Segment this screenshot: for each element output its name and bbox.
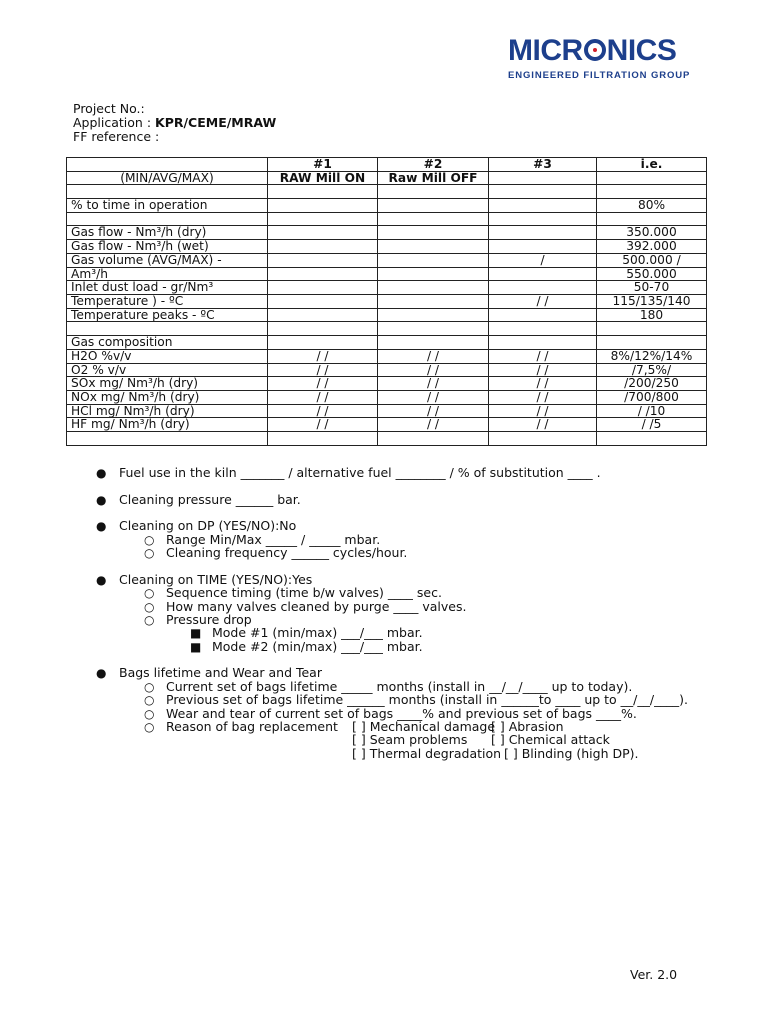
value-cell: / / xyxy=(268,390,378,404)
value-cell: 550.000 xyxy=(597,267,707,281)
table-row xyxy=(67,295,707,309)
row-label-cell: (MIN/AVG/MAX) xyxy=(67,171,268,185)
value-cell: / / xyxy=(489,363,597,377)
table-row xyxy=(67,281,707,295)
value-cell xyxy=(378,226,489,240)
value-cell: / / xyxy=(378,404,489,418)
value-cell xyxy=(268,253,378,267)
table-row xyxy=(67,158,707,172)
option-seam-problems[interactable]: [ ] Seam problems xyxy=(352,732,468,747)
value-cell xyxy=(268,240,378,254)
value-cell xyxy=(268,432,378,446)
value-cell xyxy=(597,322,707,336)
value-cell: / / xyxy=(268,418,378,432)
value-cell: / / xyxy=(489,295,597,309)
row-label-cell: Temperature ) - ºC xyxy=(67,295,268,309)
value-cell xyxy=(378,308,489,322)
bags-lifetime-question: Bags lifetime and Wear and Tear xyxy=(119,665,322,680)
table-row xyxy=(67,308,707,322)
value-cell: 50-70 xyxy=(597,281,707,295)
value-cell xyxy=(489,336,597,350)
row-label-cell: Gas flow - Nm³/h (wet) xyxy=(67,240,268,254)
table-row xyxy=(67,390,707,404)
value-cell: / / xyxy=(489,377,597,391)
value-cell xyxy=(268,199,378,213)
value-cell xyxy=(378,322,489,336)
dp-range-question: Range Min/Max _____ / _____ mbar. xyxy=(166,532,381,547)
value-cell: / / xyxy=(489,404,597,418)
row-label-cell xyxy=(67,322,268,336)
value-cell: / / xyxy=(489,390,597,404)
value-cell: 8%/12%/14% xyxy=(597,349,707,363)
table-row xyxy=(67,349,707,363)
table-row xyxy=(67,432,707,446)
value-cell xyxy=(268,322,378,336)
row-label-cell: H2O %v/v xyxy=(67,349,268,363)
application-line: Application : KPR/CEME/MRAW xyxy=(73,115,277,130)
value-cell: / / xyxy=(378,377,489,391)
value-cell xyxy=(489,281,597,295)
value-cell: / / xyxy=(268,349,378,363)
row-label-cell: NOx mg/ Nm³/h (dry) xyxy=(67,390,268,404)
pressure-drop-label: Pressure drop xyxy=(166,612,252,627)
value-cell: 392.000 xyxy=(597,240,707,254)
value-cell xyxy=(268,226,378,240)
value-cell: 180 xyxy=(597,308,707,322)
value-cell xyxy=(378,240,489,254)
row-label-cell: Inlet dust load - gr/Nm³ xyxy=(67,281,268,295)
table-row xyxy=(67,185,707,199)
value-cell xyxy=(268,295,378,309)
value-cell xyxy=(489,308,597,322)
replacement-reason-label: Reason of bag replacement xyxy=(166,719,338,734)
option-thermal-degradation[interactable]: [ ] Thermal degradation xyxy=(352,746,502,761)
cleaning-dp-question: Cleaning on DP (YES/NO):No xyxy=(119,518,297,533)
value-cell: / xyxy=(489,253,597,267)
value-cell: 350.000 xyxy=(597,226,707,240)
option-abrasion[interactable]: [ ] Abrasion xyxy=(491,719,564,734)
value-cell: i.e. xyxy=(597,158,707,172)
mode2-question: Mode #2 (min/max) ___/___ mbar. xyxy=(212,639,423,654)
row-label-cell xyxy=(67,185,268,199)
option-blinding[interactable]: [ ] Blinding (high DP). xyxy=(504,746,639,761)
value-cell: #2 xyxy=(378,158,489,172)
table-row xyxy=(67,253,707,267)
current-bags-question: Current set of bags lifetime _____ months (install in __/__/____ up to today). xyxy=(166,679,633,694)
cleaning-pressure-question: Cleaning pressure ______ bar. xyxy=(119,492,301,507)
logo-o-icon xyxy=(584,39,606,61)
option-mechanical-damage[interactable]: [ ] Mechanical damage xyxy=(352,719,496,734)
value-cell: / / xyxy=(268,404,378,418)
value-cell: / / xyxy=(268,377,378,391)
value-cell: #1 xyxy=(268,158,378,172)
value-cell xyxy=(489,212,597,226)
cleaning-time-question: Cleaning on TIME (YES/NO):Yes xyxy=(119,572,313,587)
value-cell: RAW Mill ON xyxy=(268,171,378,185)
value-cell xyxy=(378,432,489,446)
value-cell: / / xyxy=(378,349,489,363)
value-cell: /700/800 xyxy=(597,390,707,404)
table-row xyxy=(67,322,707,336)
value-cell xyxy=(268,267,378,281)
table-row xyxy=(67,336,707,350)
row-label-cell: Temperature peaks - ºC xyxy=(67,308,268,322)
value-cell xyxy=(378,295,489,309)
project-no-label: Project No.: xyxy=(73,101,145,116)
value-cell: /200/250 xyxy=(597,377,707,391)
valves-purge-question: How many valves cleaned by purge ____ valves. xyxy=(166,599,467,614)
table-row xyxy=(67,363,707,377)
value-cell xyxy=(597,336,707,350)
value-cell xyxy=(489,322,597,336)
wear-tear-question: Wear and tear of current set of bags ____% and previous set of bags ____%. xyxy=(166,706,637,721)
table-row xyxy=(67,226,707,240)
value-cell: 80% xyxy=(597,199,707,213)
value-cell xyxy=(268,212,378,226)
row-label-cell: Am³/h xyxy=(67,267,268,281)
dp-frequency-question: Cleaning frequency ______ cycles/hour. xyxy=(166,545,408,560)
previous-bags-question: Previous set of bags lifetime ______ months (install in ______to ____ up to __/__/____). xyxy=(166,692,688,707)
table-row xyxy=(67,418,707,432)
row-label-cell: O2 % v/v xyxy=(67,363,268,377)
value-cell xyxy=(489,240,597,254)
value-cell xyxy=(378,281,489,295)
value-cell: Raw Mill OFF xyxy=(378,171,489,185)
row-label-cell: % to time in operation xyxy=(67,199,268,213)
value-cell xyxy=(489,199,597,213)
value-cell xyxy=(268,308,378,322)
value-cell xyxy=(378,253,489,267)
value-cell: / /10 xyxy=(597,404,707,418)
value-cell: / /5 xyxy=(597,418,707,432)
value-cell: / / xyxy=(268,363,378,377)
row-label-cell: Gas volume (AVG/MAX) - xyxy=(67,253,268,267)
sequence-timing-question: Sequence timing (time b/w valves) ____ sec. xyxy=(166,585,442,600)
table-row xyxy=(67,267,707,281)
table-row xyxy=(67,377,707,391)
value-cell xyxy=(597,185,707,199)
value-cell xyxy=(597,171,707,185)
value-cell xyxy=(489,185,597,199)
row-label-cell: SOx mg/ Nm³/h (dry) xyxy=(67,377,268,391)
value-cell: /7,5%/ xyxy=(597,363,707,377)
value-cell: 115/135/140 xyxy=(597,295,707,309)
logo-wordmark: MICR NICS xyxy=(508,34,677,67)
table-row xyxy=(67,404,707,418)
value-cell: / / xyxy=(378,418,489,432)
document-header xyxy=(73,102,276,144)
value-cell xyxy=(489,432,597,446)
mode1-question: Mode #1 (min/max) ___/___ mbar. xyxy=(212,625,423,640)
row-label-cell xyxy=(67,158,268,172)
value-cell: / / xyxy=(489,418,597,432)
value-cell xyxy=(378,185,489,199)
value-cell: 500.000 / xyxy=(597,253,707,267)
process-data-table xyxy=(66,157,707,446)
row-label-cell: Gas flow - Nm³/h (dry) xyxy=(67,226,268,240)
table-row xyxy=(67,171,707,185)
ff-reference-label: FF reference : xyxy=(73,129,160,144)
row-label-cell: HCl mg/ Nm³/h (dry) xyxy=(67,404,268,418)
application-value: KPR/CEME/MRAW xyxy=(155,115,277,130)
table-row xyxy=(67,240,707,254)
value-cell xyxy=(597,212,707,226)
value-cell xyxy=(378,199,489,213)
version-label: Ver. 2.0 xyxy=(630,967,678,982)
value-cell xyxy=(268,185,378,199)
row-label-cell: Gas composition xyxy=(67,336,268,350)
value-cell xyxy=(489,171,597,185)
logo-subtitle: ENGINEERED FILTRATION GROUP xyxy=(508,70,691,81)
fuel-question: Fuel use in the kiln _______ / alternative fuel ________ / % of substitution ____ . xyxy=(119,465,601,480)
row-label-cell xyxy=(67,212,268,226)
value-cell: / / xyxy=(489,349,597,363)
value-cell: #3 xyxy=(489,158,597,172)
row-label-cell xyxy=(67,432,268,446)
value-cell xyxy=(378,212,489,226)
value-cell xyxy=(489,226,597,240)
value-cell: / / xyxy=(378,363,489,377)
value-cell xyxy=(268,281,378,295)
micronics-logo xyxy=(508,36,696,81)
value-cell xyxy=(489,267,597,281)
table-row xyxy=(67,212,707,226)
table-row xyxy=(67,199,707,213)
value-cell xyxy=(597,432,707,446)
value-cell xyxy=(378,336,489,350)
row-label-cell: HF mg/ Nm³/h (dry) xyxy=(67,418,268,432)
option-chemical-attack[interactable]: [ ] Chemical attack xyxy=(491,732,610,747)
value-cell xyxy=(268,336,378,350)
value-cell: / / xyxy=(378,390,489,404)
value-cell xyxy=(378,267,489,281)
